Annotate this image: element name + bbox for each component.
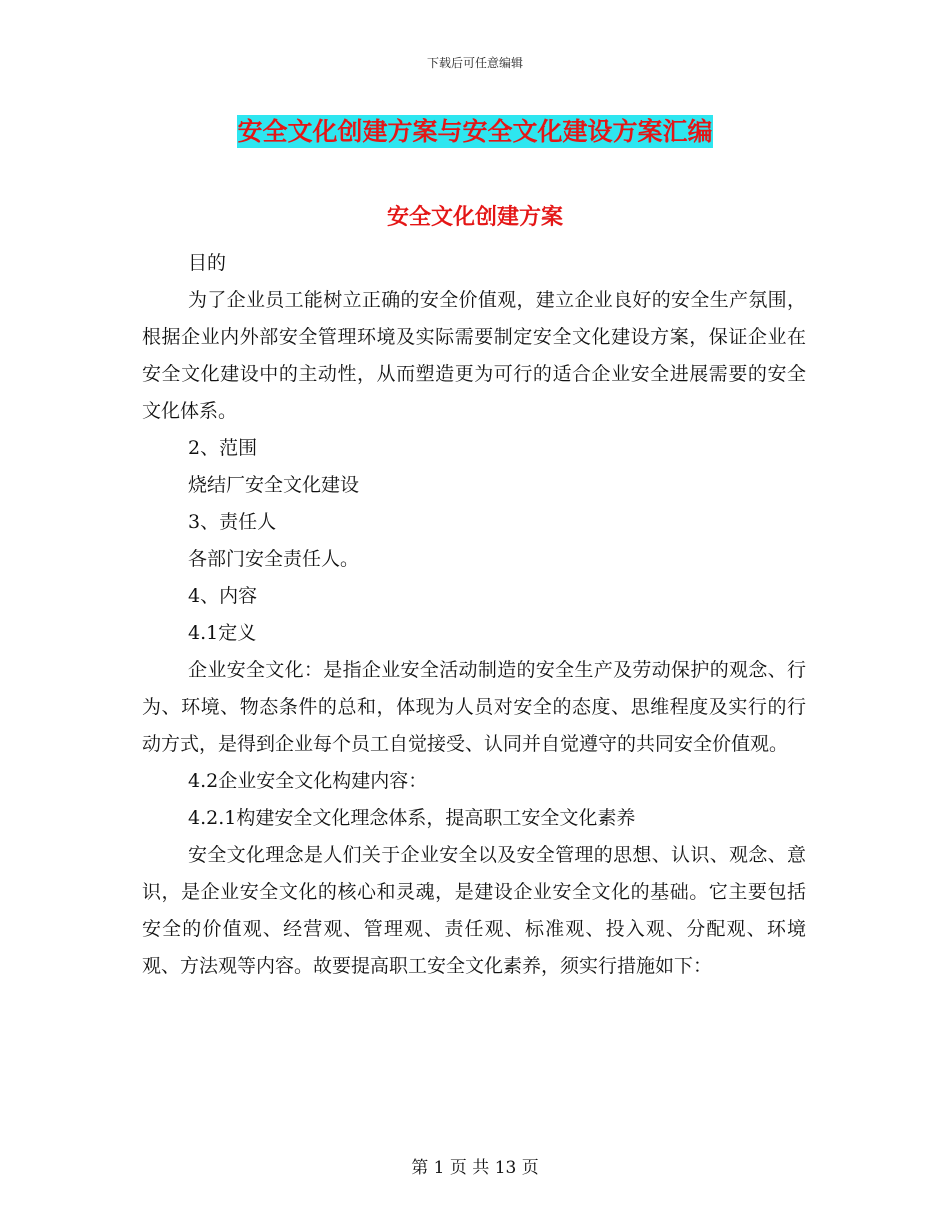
paragraph-definition-heading: 4.1定义 — [188, 622, 257, 644]
paragraph-definition: 企业安全文化：是指企业安全活动制造的安全生产及劳动保护的观念、行为、环境、物态条件的总和，体现为人员对安全的态度、思维程度及实行的行动方式，是得到企业每个员工自觉接受、认同并自觉遵守的共同安全价值观。 — [142, 659, 806, 755]
paragraph-responsible-heading: 3、责任人 — [188, 511, 277, 533]
paragraph-scope: 烧结厂安全文化建设 — [188, 474, 360, 496]
paragraph-responsible: 各部门安全责任人。 — [188, 548, 360, 570]
document-title — [0, 112, 950, 148]
document-title-text: 安全文化创建方案与安全文化建设方案汇编 — [237, 117, 713, 146]
page-footer: 第 1 页 共 13 页 — [411, 1158, 539, 1178]
paragraph-scope-heading: 2、范围 — [188, 437, 258, 459]
paragraph-purpose: 为了企业员工能树立正确的安全价值观，建立企业良好的安全生产氛围，根据企业内外部安全管理环境及实际需要制定安全文化建设方案，保证企业在安全文化建设中的主动性，从而塑造更为可行的适合企业安全进展需要的安全文化体系。 — [142, 289, 806, 422]
paragraph-construction-heading: 4.2企业安全文化构建内容： — [188, 770, 428, 792]
paragraph-content-heading: 4、内容 — [188, 585, 258, 607]
document-body — [142, 245, 806, 985]
paragraph-purpose-heading: 目的 — [188, 252, 227, 274]
section-title: 安全文化创建方案 — [386, 205, 563, 230]
paragraph-concept-system-heading: 4.2.1构建安全文化理念体系，提高职工安全文化素养 — [188, 807, 636, 829]
paragraph-concept: 安全文化理念是人们关于企业安全以及安全管理的思想、认识、观念、意识，是企业安全文化的核心和灵魂，是建设企业安全文化的基础。它主要包括安全的价值观、经营观、管理观、责任观、标准观、投入观、分配观、环境观、方法观等内容。故要提高职工安全文化素养，须实行措施如下： — [142, 844, 806, 977]
header-note: 下载后可任意编辑 — [426, 56, 523, 70]
